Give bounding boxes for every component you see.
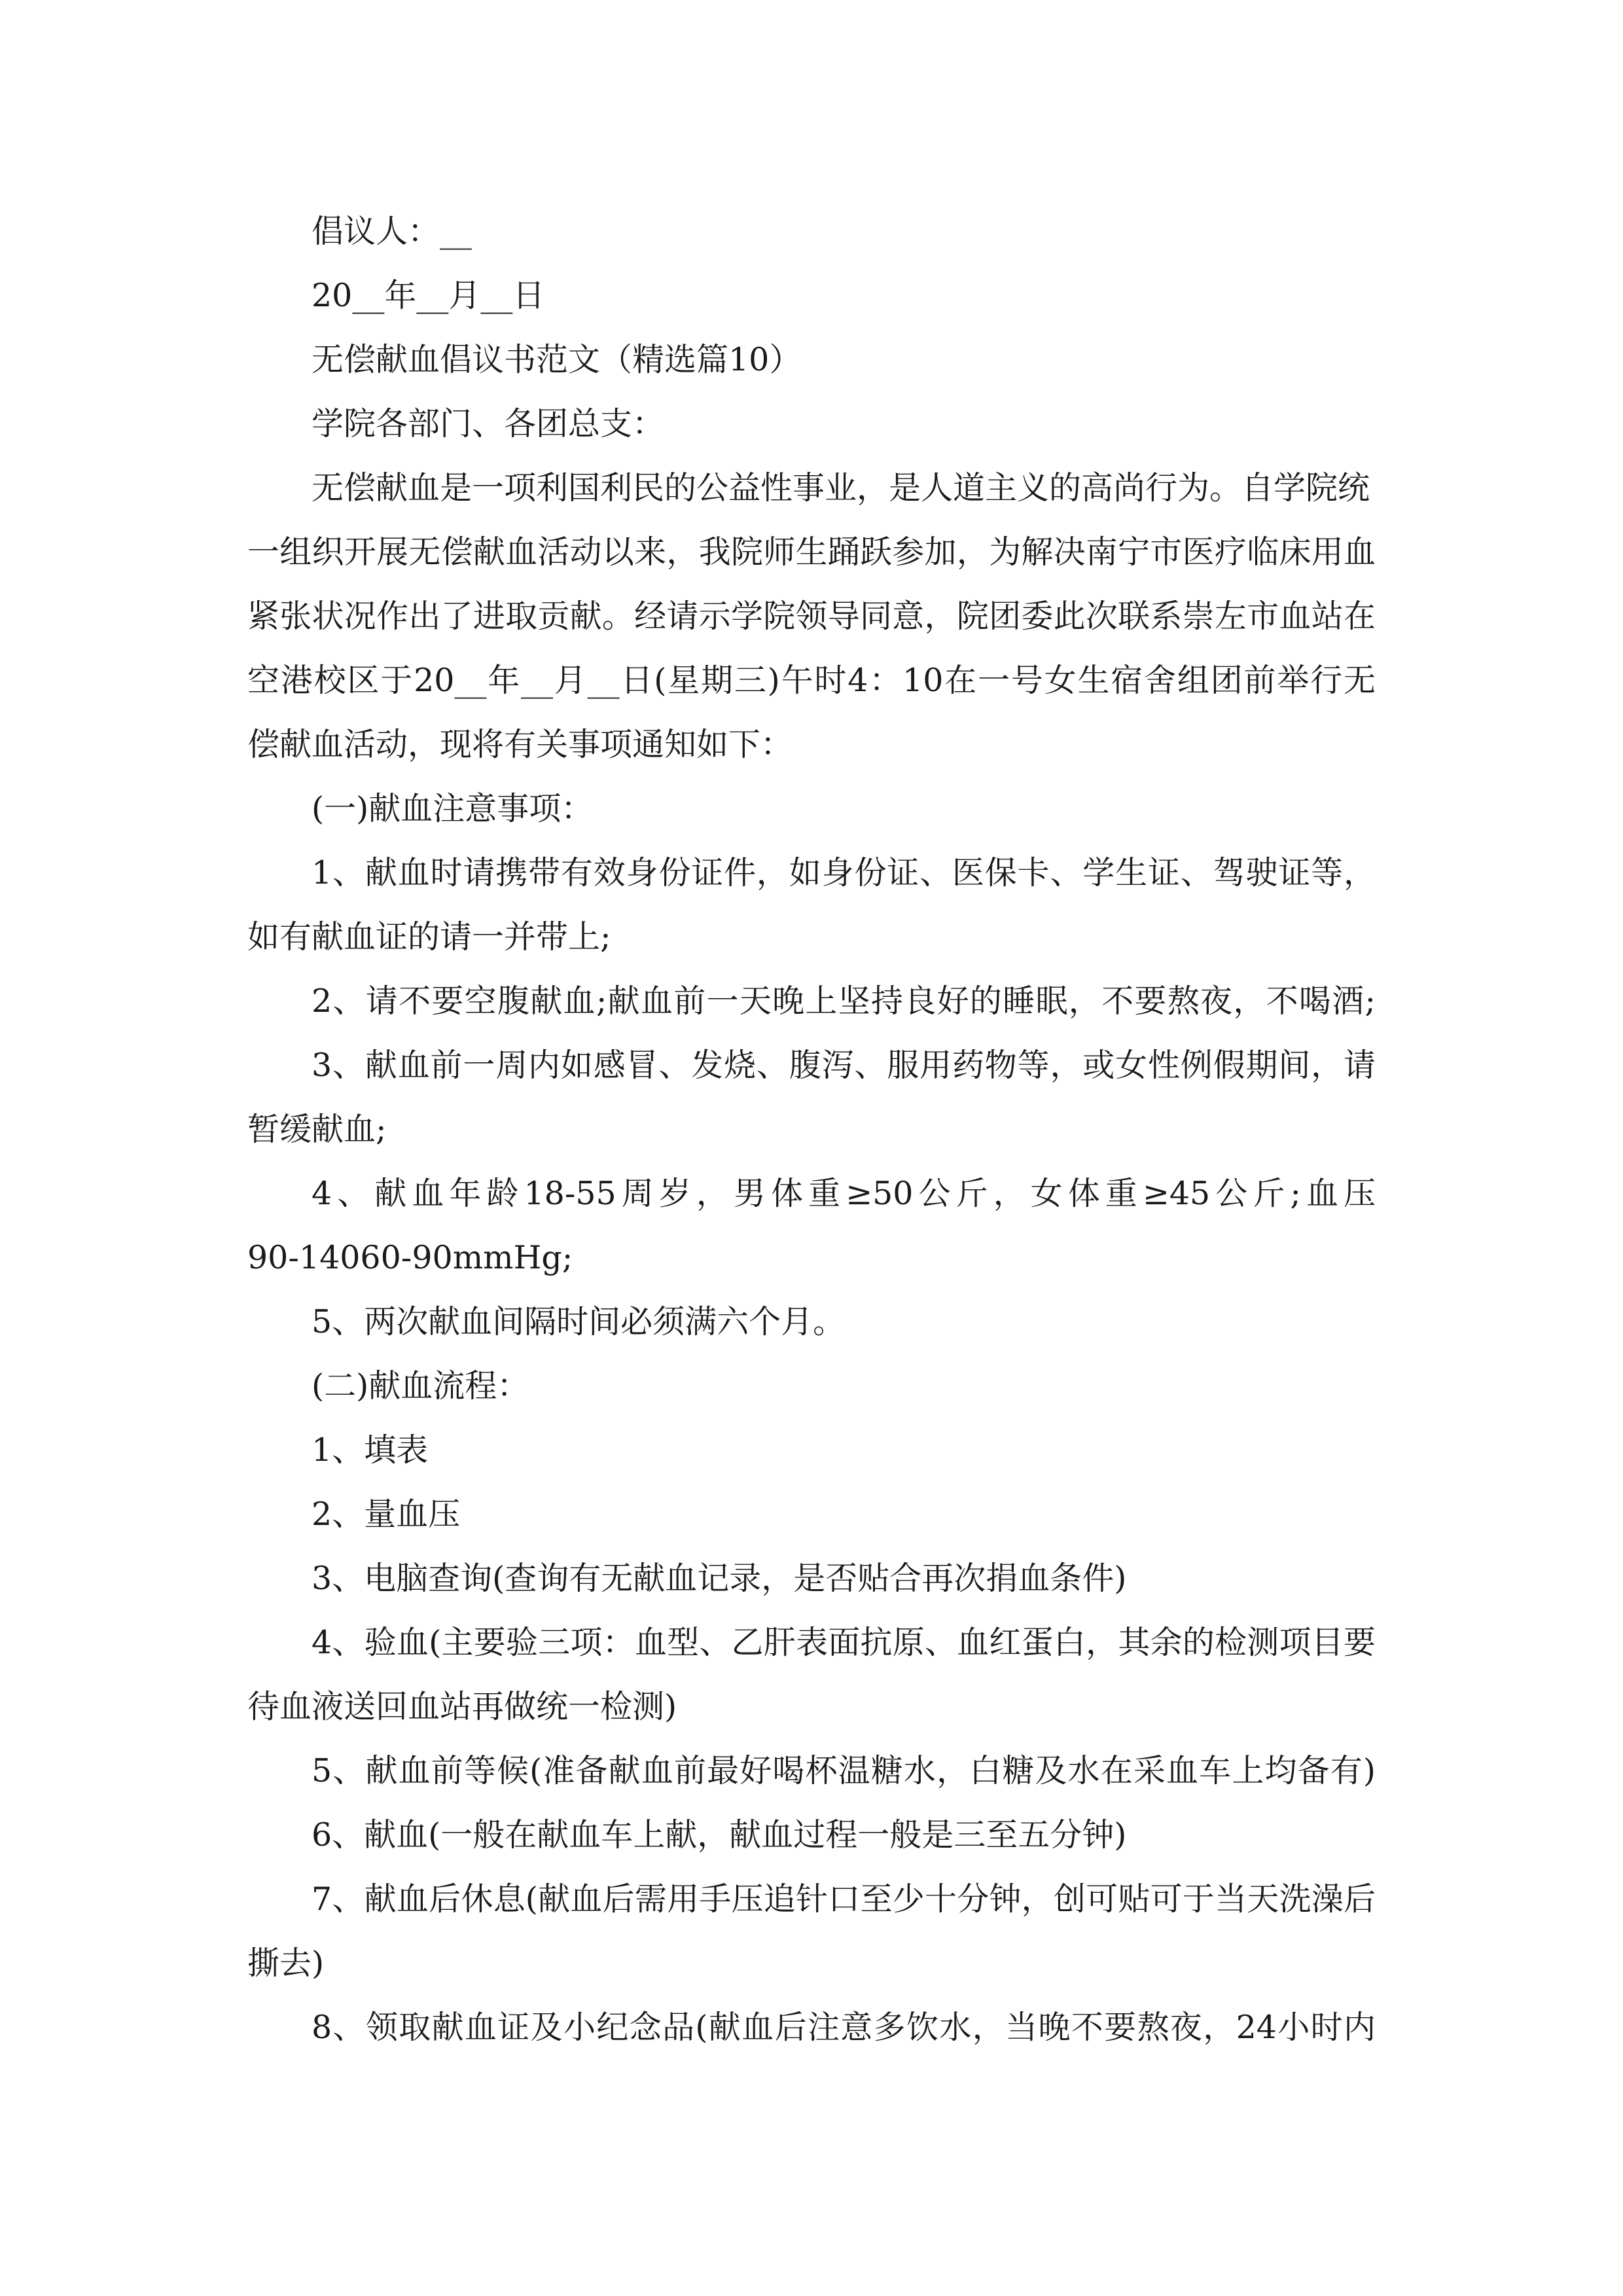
list-item: 8、领取献血证及小纪念品(献血后注意多饮水，当晚不要熬夜，24小时内 [312, 2009, 1376, 2046]
list-item-continuation: 撕去) [247, 1945, 325, 1982]
section-title: 无偿献血倡议书范文（精选篇10） [312, 341, 802, 378]
list-item-continuation: 90-14060-90mmHg; [247, 1239, 573, 1276]
salutation: 学院各部门、各团总支： [312, 405, 665, 442]
list-item: 2、请不要空腹献血;献血前一天晚上坚持良好的睡眠，不要熬夜，不喝酒; [312, 982, 1376, 1020]
body-paragraph-line: 偿献血活动，现将有关事项通知如下： [247, 726, 793, 763]
list-item: 5、两次献血间隔时间必须满六个月。 [312, 1303, 846, 1340]
list-item: 4、献血年龄18-55周岁，男体重≥50公斤，女体重≥45公斤;血压 [312, 1175, 1376, 1212]
subheading-notes: (一)献血注意事项： [312, 790, 594, 827]
body-paragraph-line: 空港校区于20__年__月__日(星期三)午时4：10在一号女生宿舍组团前举行无 [247, 662, 1376, 699]
body-paragraph-line: 紧张状况作出了进取贡献。经请示学院领导同意，院团委此次联系崇左市血站在 [247, 598, 1376, 635]
list-item: 1、献血时请携带有效身份证件，如身份证、医保卡、学生证、驾驶证等， [312, 854, 1376, 891]
initiator-line: 倡议人：__ [312, 213, 473, 250]
list-item-continuation: 暂缓献血; [247, 1111, 387, 1148]
list-item-continuation: 待血液送回血站再做统一检测) [247, 1688, 677, 1725]
list-item: 7、献血后休息(献血后需用手压追针口至少十分钟，创可贴可于当天洗澡后 [312, 1880, 1376, 1918]
subheading-process: (二)献血流程： [312, 1367, 529, 1405]
body-paragraph-line: 无偿献血是一项利国利民的公益性事业，是人道主义的高尚行为。自学院统 [312, 469, 1370, 507]
list-item: 2、量血压 [312, 1496, 461, 1533]
list-item-continuation: 如有献血证的请一并带上; [247, 918, 611, 956]
list-item: 3、电脑查询(查询有无献血记录，是否贴合再次捐血条件) [312, 1560, 1127, 1597]
list-item: 4、验血(主要验三项：血型、乙肝表面抗原、血红蛋白，其余的检测项目要 [312, 1624, 1376, 1661]
list-item: 6、献血(一般在献血车上献，献血过程一般是三至五分钟) [312, 1816, 1127, 1854]
list-item: 5、献血前等候(准备献血前最好喝杯温糖水，白糖及水在采血车上均备有) [312, 1752, 1376, 1789]
date-line: 20__年__月__日 [312, 277, 545, 314]
list-item: 1、填表 [312, 1431, 429, 1469]
list-item: 3、献血前一周内如感冒、发烧、腹泻、服用药物等，或女性例假期间，请 [312, 1047, 1376, 1084]
body-paragraph-line: 一组织开展无偿献血活动以来，我院师生踊跃参加，为解决南宁市医疗临床用血 [247, 533, 1376, 571]
